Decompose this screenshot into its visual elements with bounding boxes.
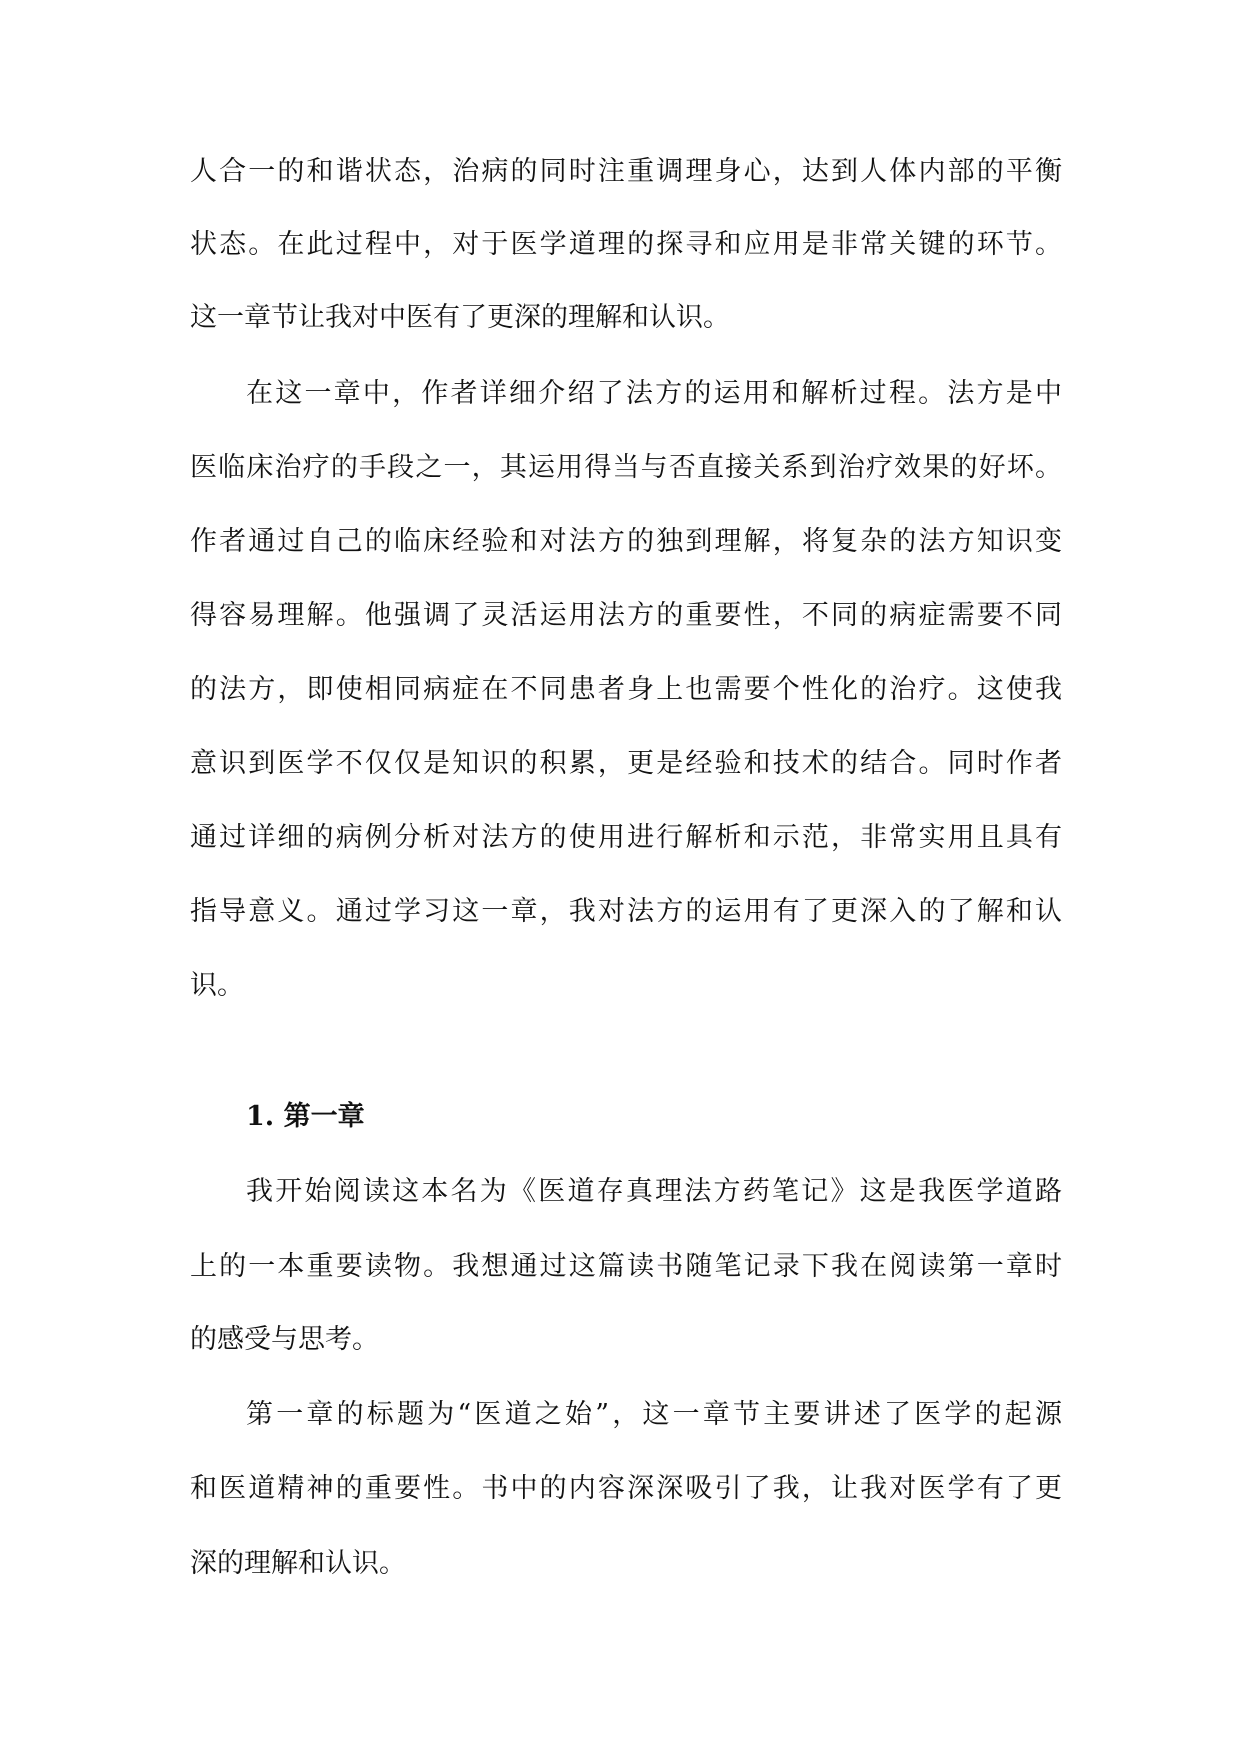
paragraph-3-line-1: 我开始阅读这本名为《医道存真理法方药笔记》这是我医学道路 (246, 1176, 1062, 1207)
paragraph-2-line-2: 医临床治疗的手段之一，其运用得当与否直接关系到治疗效果的好坏。 (190, 452, 1062, 483)
paragraph-4-line-1: 第一章的标题为“医道之始”，这一章节主要讲述了医学的起源 (246, 1399, 1062, 1430)
paragraph-2-line-3: 作者通过自己的临床经验和对法方的独到理解，将复杂的法方知识变 (190, 526, 1062, 557)
paragraph-2-line-1: 在这一章中，作者详细介绍了法方的运用和解析过程。法方是中 (246, 378, 1062, 409)
paragraph-4-line-2: 和医道精神的重要性。书中的内容深深吸引了我，让我对医学有了更 (190, 1473, 1062, 1504)
paragraph-2-line-8: 指导意义。通过学习这一章，我对法方的运用有了更深入的了解和认 (190, 896, 1062, 927)
paragraph-2-line-9: 识。 (190, 970, 244, 1001)
paragraph-3-line-2: 上的一本重要读物。我想通过这篇读书随笔记录下我在阅读第一章时 (190, 1251, 1062, 1282)
section-heading: 1. 第一章 (246, 1101, 365, 1132)
paragraph-1-line-1: 人合一的和谐状态，治病的同时注重调理身心，达到人体内部的平衡 (190, 156, 1062, 187)
paragraph-2-line-4: 得容易理解。他强调了灵活运用法方的重要性，不同的病症需要不同 (190, 600, 1062, 631)
paragraph-3-line-3: 的感受与思考。 (190, 1324, 379, 1355)
paragraph-4-line-3: 深的理解和认识。 (190, 1548, 406, 1579)
paragraph-2-line-6: 意识到医学不仅仅是知识的积累，更是经验和技术的结合。同时作者 (190, 748, 1062, 779)
paragraph-1-line-2: 状态。在此过程中，对于医学道理的探寻和应用是非常关键的环节。 (190, 229, 1062, 260)
paragraph-1-line-3: 这一章节让我对中医有了更深的理解和认识。 (190, 302, 730, 333)
paragraph-2-line-5: 的法方，即使相同病症在不同患者身上也需要个性化的治疗。这使我 (190, 674, 1062, 705)
paragraph-2-line-7: 通过详细的病例分析对法方的使用进行解析和示范，非常实用且具有 (190, 822, 1062, 853)
